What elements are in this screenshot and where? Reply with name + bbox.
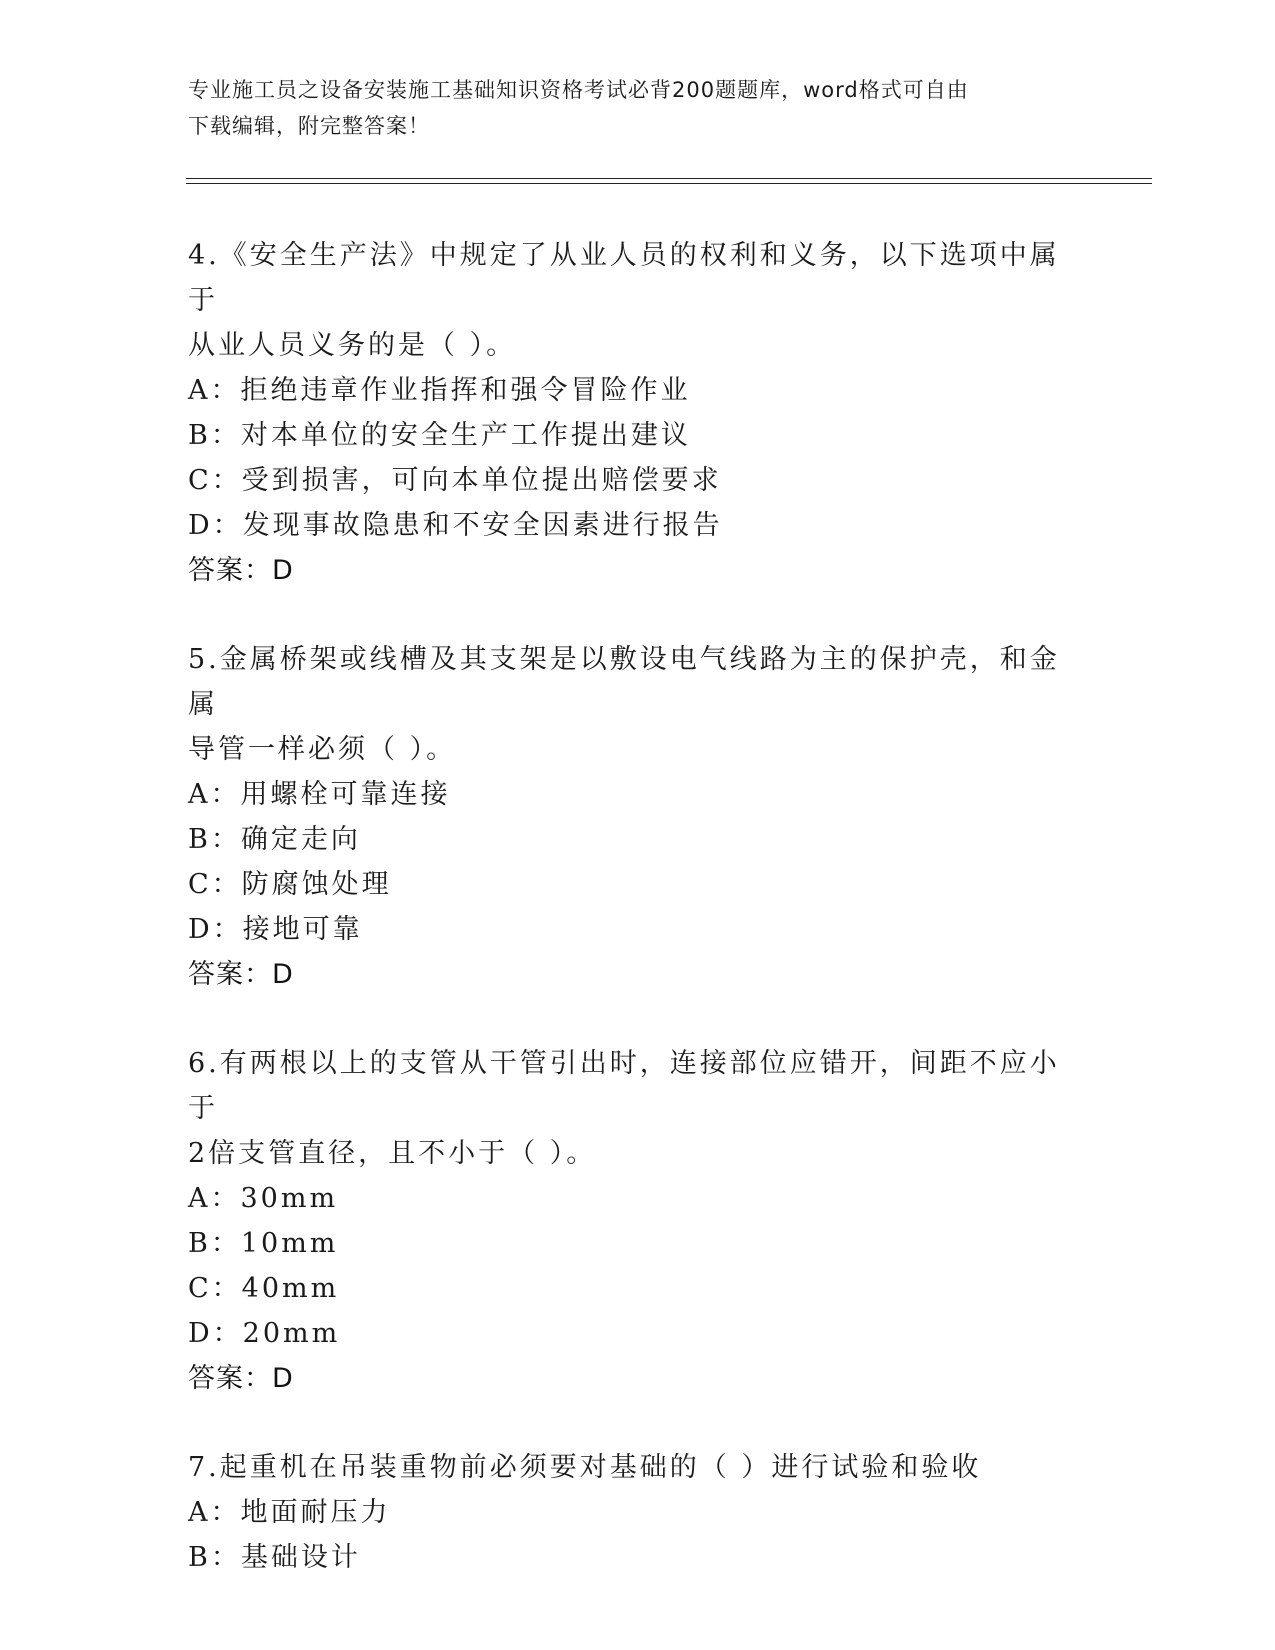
header-divider-bottom	[186, 183, 1152, 184]
question-7-stem-line-1: 7.起重机在吊装重物前必须要对基础的（ ）进行试验和验收	[188, 1452, 982, 1483]
question-5-option-b: B：确定走向	[188, 824, 361, 855]
question-4-option-c: C：受到损害，可向本单位提出赔偿要求	[188, 465, 722, 496]
question-5-stem-line-1: 5.金属桥架或线槽及其支架是以敷设电气线路为主的保护壳，和金属	[188, 644, 1060, 720]
header-divider-top	[186, 178, 1152, 179]
question-6-answer: 答案：D	[188, 1363, 294, 1394]
question-6-stem-line-1: 6.有两根以上的支管从干管引出时，连接部位应错开，间距不应小于	[188, 1048, 1060, 1124]
question-4-stem-line-2: 从业人员义务的是（ ）。	[188, 330, 517, 361]
question-6	[188, 1041, 1088, 1401]
question-5-stem-line-2: 导管一样必须（ ）。	[188, 734, 457, 765]
question-4-option-a: A：拒绝违章作业指挥和强令冒险作业	[188, 375, 691, 406]
question-4-stem-line-1: 4.《安全生产法》中规定了从业人员的权利和义务，以下选项中属于	[188, 240, 1060, 316]
question-list	[188, 233, 1088, 1624]
question-5-option-d: D：接地可靠	[188, 914, 363, 945]
question-6-option-a: A：30mm	[188, 1183, 339, 1214]
question-7-option-b: B：基础设计	[188, 1542, 361, 1573]
question-5-answer: 答案：D	[188, 959, 294, 990]
question-7	[188, 1445, 1088, 1580]
header-line-2: 下载编辑，附完整答案！	[188, 114, 430, 138]
document-header	[188, 72, 1068, 144]
question-7-option-a: A：地面耐压力	[188, 1497, 391, 1528]
question-4-answer: 答案：D	[188, 555, 294, 586]
question-6-option-d: D：20mm	[188, 1318, 341, 1349]
header-line-1: 专业施工员之设备安装施工基础知识资格考试必背200题题库，word格式可自由	[188, 78, 969, 102]
question-5	[188, 637, 1088, 997]
question-4-option-b: B：对本单位的安全生产工作提出建议	[188, 420, 691, 451]
question-4	[188, 233, 1088, 593]
question-6-option-b: B：10mm	[188, 1228, 339, 1259]
question-5-option-c: C：防腐蚀处理	[188, 869, 392, 900]
question-6-option-c: C：40mm	[188, 1273, 340, 1304]
question-6-stem-line-2: 2倍支管直径，且不小于（ ）。	[188, 1138, 597, 1169]
question-4-option-d: D：发现事故隐患和不安全因素进行报告	[188, 510, 723, 541]
question-5-option-a: A：用螺栓可靠连接	[188, 779, 451, 810]
